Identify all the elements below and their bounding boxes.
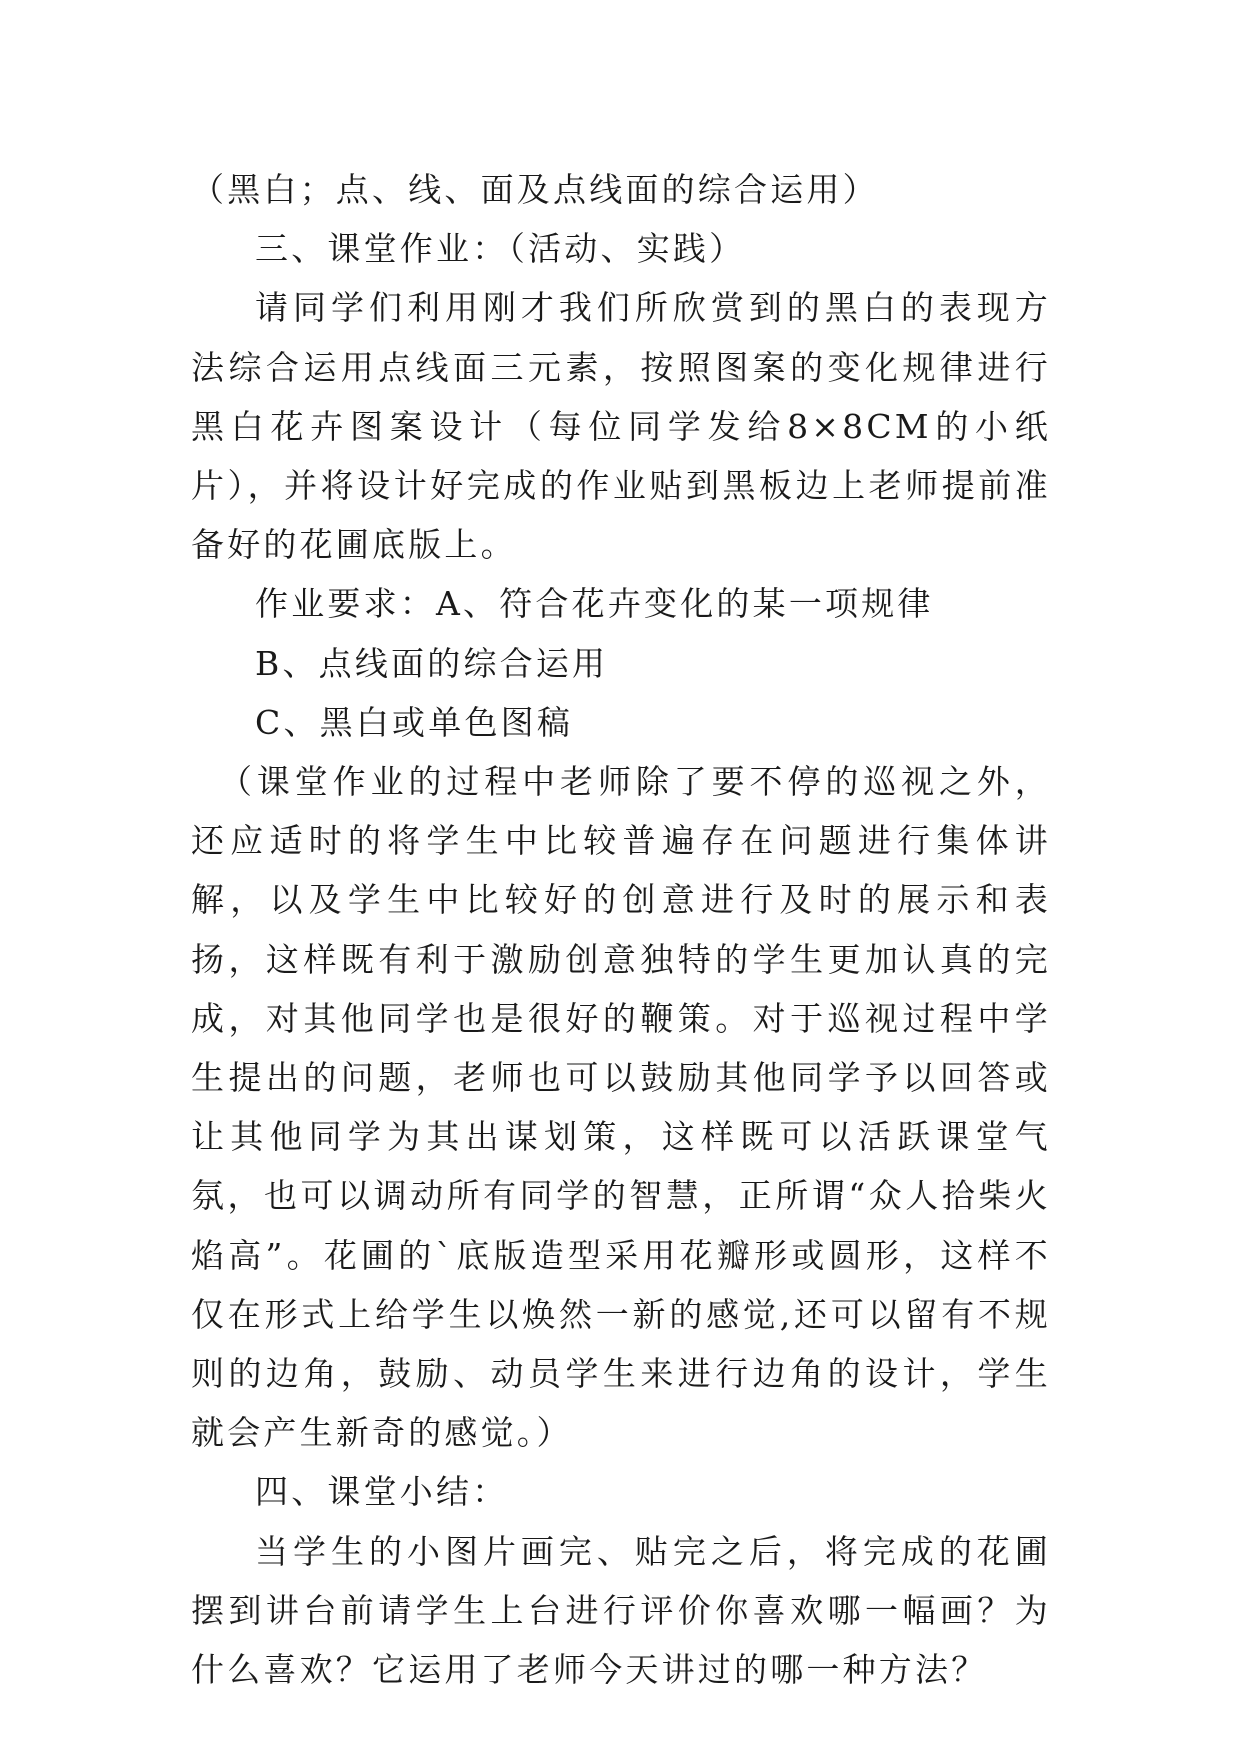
document-body — [191, 160, 1051, 1699]
homework-requirement-c: C、黑白或单色图稿 — [255, 702, 574, 742]
homework-requirement-b: B、点线面的综合运用 — [255, 643, 609, 683]
paragraph-summary-note: （黑白；点、线、面及点线面的综合运用） — [191, 170, 879, 209]
section-heading-homework: 三、课堂作业：（活动、实践） — [255, 229, 746, 269]
section-heading-summary: 四、课堂小结： — [255, 1472, 509, 1512]
paragraph-teacher-note: （课堂作业的过程中老师除了要不停的巡视之外，还应适时的将学生中比较普遍存在问题进行集体讲解，以及学生中比较好的创意进行及时的展示和表扬，这样既有利于激励创意独特的学生更加认真的完成，对其他同学也是很好的鞭策。对于巡视过程中学生提出的问题，老师也可以鼓励其他同学予以回答或让其他同学为其出谋划策，这样既可以活跃课堂气氛，也可以调动所有同学的智慧，正所谓“众人拾柴火焰高”。花圃的`底版造型采用花瓣形或圆形，这样不仅在形式上给学生以焕然一新的感觉,还可以留有不规则的边角，鼓励、动员学生来进行边角的设计，学生就会产生新奇的感觉。） — [191, 762, 1051, 1453]
paragraph-summary: 当学生的小图片画完、贴完之后，将完成的花圃摆到讲台前请学生上台进行评价你喜欢哪一幅画？为什么喜欢？它运用了老师今天讲过的哪一种方法？ — [191, 1531, 1051, 1690]
homework-requirement-a: 作业要求：A、符合花卉变化的某一项规律 — [255, 584, 934, 624]
paragraph-homework-instructions: 请同学们利用刚才我们所欣赏到的黑白的表现方法综合运用点线面三元素，按照图案的变化规律进行黑白花卉图案设计（每位同学发给8×8CM的小纸片），并将设计好完成的作业贴到黑板边上老师提前准备好的花圃底版上。 — [191, 288, 1051, 565]
